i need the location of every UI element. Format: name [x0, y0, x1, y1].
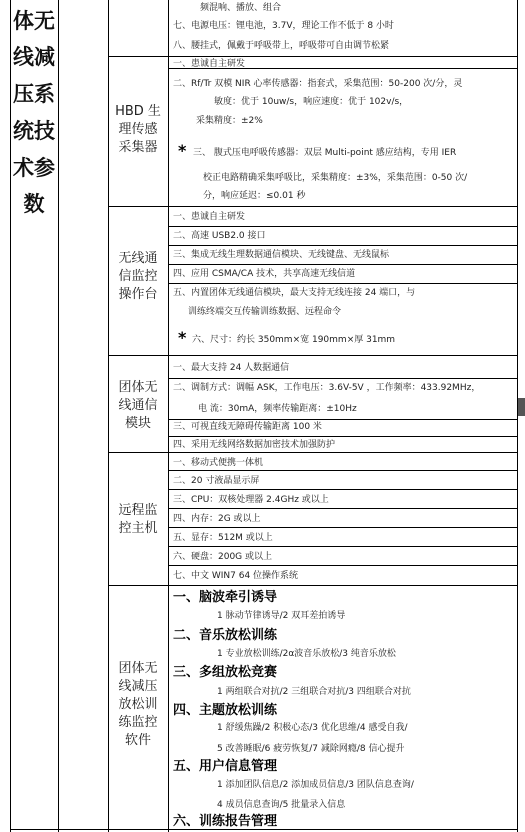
- software-item: 1 专业放松训练/2α波音乐放松/3 纯音乐放松: [217, 649, 396, 659]
- spec-line: 频混响、播放、组合: [200, 3, 282, 13]
- spec-title-char-4: 统技: [13, 118, 55, 143]
- section-label-wireless-module: 团体无 线通信 模块: [118, 380, 158, 431]
- section-label-software: 团体无 线减压 放松训 练监控 软件: [118, 661, 158, 748]
- spec-line: 三、CPU：双核处理器 2.4GHz 或以上: [173, 495, 329, 505]
- section-label-hbd: HBD 生 理传感 采集器: [115, 104, 161, 155]
- spec-line: 敏度：优于 10uw/s，响应速度：优于 102v/s，: [214, 97, 409, 107]
- spec-line: 三、 腹式压电呼吸传感器：双层 Multi-point 感应结构，专用 IER: [193, 148, 457, 158]
- spec-title-char-2: 线减: [13, 44, 55, 69]
- spec-line: 一、移动式便携一体机: [173, 458, 264, 468]
- spec-line: 二、20 寸液晶显示屏: [173, 476, 260, 486]
- star-marker-icon: *: [178, 328, 187, 347]
- scroll-handle[interactable]: [518, 398, 525, 416]
- spec-line: 八、腰挂式，佩戴于呼吸带上，呼吸带可自由调节松紧: [173, 41, 390, 51]
- spec-line: 三、可视直线无障碍传输距离 100 米: [173, 422, 322, 432]
- spec-line: 六、尺寸：约长 350mm×宽 190mm×厚 31mm: [192, 335, 396, 345]
- spec-line: 七、电源电压：锂电池，3.7V，理论工作不低于 8 小时: [173, 21, 394, 31]
- software-item: 5 改善睡眠/6 疲劳恢复/7 减除网瘾/8 信心提升: [217, 744, 405, 754]
- spec-line: 一、最大支持 24 人数据通信: [173, 363, 290, 373]
- spec-line: 二、调制方式：调幅 ASK，工作电压：3.6V-5V ，工作频率：433.92MHz，: [173, 383, 481, 393]
- software-item: 1 舒缓焦躁/2 积极心态/3 优化思维/4 感受自我/: [217, 723, 408, 733]
- spec-line: 训练终端交互传输训练数据、远程命令: [188, 307, 342, 317]
- software-heading: 一、脑波牵引诱导: [173, 590, 278, 605]
- spec-title-column: [10, 0, 58, 832]
- software-item: 1 脉动节律诱导/2 双耳差拍诱导: [217, 611, 346, 621]
- spec-line: 采集精度：±2%: [196, 116, 263, 126]
- software-heading: 三、多组放松竞赛: [173, 665, 278, 680]
- section-label-console: 无线通 信监控 操作台: [118, 251, 158, 302]
- software-heading: 四、主题放松训练: [173, 703, 278, 718]
- spec-line: 校正电路精确采集呼吸比，采集精度：±3%，采集范围：0-50 次/: [203, 173, 468, 183]
- spec-line: 分，响应延迟：≤0.01 秒: [203, 191, 306, 201]
- spec-line: 四、应用 CSMA/CA 技术，共享高速无线信道: [173, 269, 356, 279]
- spec-title-char-1: 体无: [13, 8, 55, 33]
- spec-title-char-5: 术参: [13, 155, 55, 180]
- spec-line: 二、Rf/Tr 双模 NIR 心率传感器：指套式，采集范围：50-200 次/分，灵: [173, 79, 463, 89]
- spec-title-char-3: 压系: [13, 81, 55, 106]
- section-label-remote-host: 远程监 控主机: [118, 503, 158, 536]
- spec-title-char-6: 数: [23, 191, 45, 216]
- spec-line: 七、中文 WIN7 64 位操作系统: [173, 571, 299, 581]
- software-item: 1 两组联合对抗/2 三组联合对抗/3 四组联合对抗: [217, 687, 411, 697]
- software-heading: 六、训练报告管理: [173, 814, 278, 829]
- spec-line: 一、患诚自主研发: [173, 212, 246, 222]
- star-marker-icon: *: [178, 141, 187, 160]
- software-item: 4 成员信息查询/5 批量录入信息: [217, 800, 346, 810]
- software-heading: 二、音乐放松训练: [173, 628, 278, 643]
- software-heading: 五、用户信息管理: [173, 759, 278, 774]
- spec-line: 三、集成无线生理数据通信模块、无线键盘、无线鼠标: [173, 250, 390, 260]
- software-item: 1 添加团队信息/2 添加成员信息/3 团队信息查询/: [217, 780, 414, 790]
- spec-line: 六、硬盘：200G 或以上: [173, 552, 273, 562]
- spec-line: 四、采用无线网络数据加密技术加强防护: [173, 440, 336, 450]
- spec-line: 电 流：30mA，频率传输距离：±10Hz: [198, 404, 357, 414]
- spec-line: 五、内置团体无线通信模块，最大支持无线连接 24 端口，与: [173, 288, 416, 298]
- spec-line: 五、显存：512M 或以上: [173, 533, 273, 543]
- spec-line: 二、高速 USB2.0 接口: [173, 231, 266, 241]
- spec-line: 四、内存：2G 或以上: [173, 514, 261, 524]
- spec-line: 一、患诚自主研发: [173, 59, 246, 69]
